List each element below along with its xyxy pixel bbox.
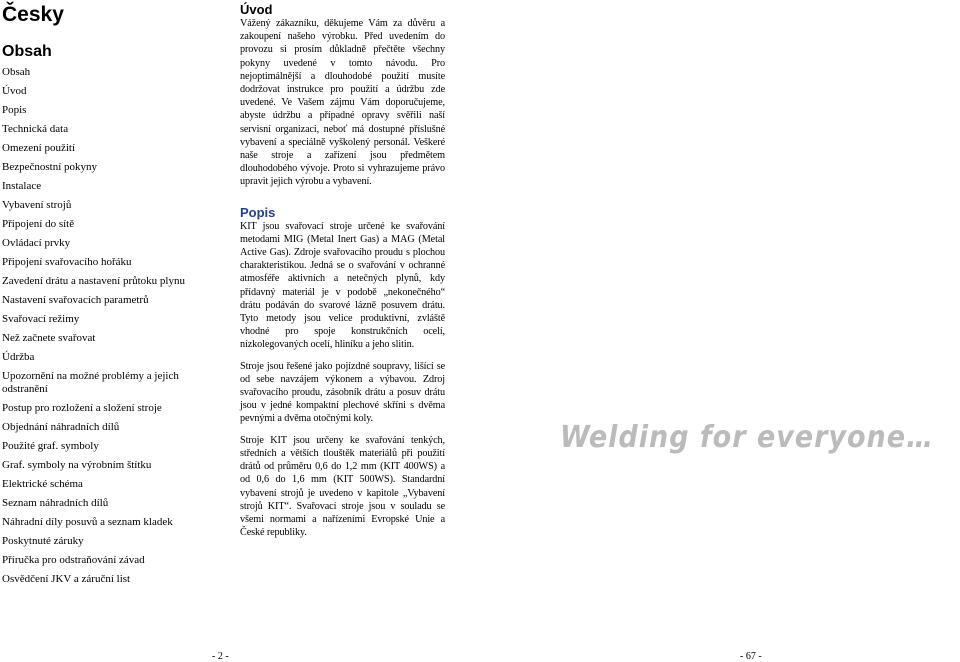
toc-item[interactable]: Seznam náhradních dílů	[2, 497, 109, 509]
middle-column	[240, 2, 445, 547]
toc-item[interactable]: Postup pro rozložení a složení stroje	[2, 402, 162, 414]
toc-item[interactable]: Graf. symboly na výrobním štítku	[2, 459, 152, 471]
page-number-right: - 67 -	[740, 651, 762, 662]
toc-item[interactable]: Připojení svařovacího hořáku	[2, 256, 132, 268]
page-number-left: - 2 -	[212, 651, 229, 662]
toc-item[interactable]: Poskytnuté záruky	[2, 535, 84, 547]
toc-item[interactable]: Objednání náhradních dílů	[2, 421, 120, 433]
toc-item[interactable]: Připojení do sítě	[2, 218, 75, 230]
toc-item[interactable]: Bezpečnostní pokyny	[2, 161, 98, 173]
toc-item[interactable]: Náhradní díly posuvů a seznam kladek	[2, 516, 173, 528]
toc-item[interactable]: Příručka pro odstraňování závad	[2, 554, 145, 566]
toc-item[interactable]: Zavedení drátu a nastavení průtoku plynu	[2, 275, 185, 287]
description-paragraph: Stroje jsou řešené jako pojízdné soupravy, lišící se od sebe navzájem výkonem a výbavou. Zdroj svařovacího proudu, zásobník drátu a posuv drátu jsou v jedné kompaktní plechové skříni s dvěma pevnými a dvěma otočnými koly.	[240, 360, 445, 425]
table-of-contents	[2, 66, 227, 586]
toc-item[interactable]: Vybavení strojů	[2, 199, 72, 211]
toc-item[interactable]: Omezení použití	[2, 142, 76, 154]
toc-item[interactable]: Upozornění na možné problémy a jejich odstranění	[2, 370, 179, 395]
toc-item[interactable]: Instalace	[2, 180, 42, 192]
left-column	[2, 2, 227, 592]
toc-item[interactable]: Osvědčení JKV a záruční list	[2, 573, 131, 585]
toc-item[interactable]: Než začnete svařovat	[2, 332, 96, 344]
toc-item[interactable]: Obsah	[2, 66, 31, 78]
intro-paragraph: Vážený zákazníku, děkujeme Vám za důvěru a zakoupení našeho výrobku. Před uvedením do provozu si prosím důkladně přečtěte všechny pokyny uvedené v tomto návodu. Pro nejoptimálnější a dlouhodobé použití musíte dodržovat instrukce pro použití a údržbu zde uvedené. Ve Vašem zájmu Vám doporučujeme, abyste údržbu a případné opravy svěřili naší servisní organizaci, neboť má dostupné příslušné vybavení a speciálně vyškolený personál. Veškeré naše stroje a zařízení jsou předmětem dlouhodobého vývoje. Proto si vyhrazujeme právo upravit jejich výrobu a vybavení.	[240, 18, 445, 188]
language-title: Česky	[2, 3, 64, 26]
toc-item[interactable]: Nastavení svařovacích parametrů	[2, 294, 149, 306]
toc-heading: Obsah	[2, 43, 52, 60]
description-heading: Popis	[240, 204, 276, 220]
toc-item[interactable]: Svařovací režimy	[2, 313, 80, 325]
toc-item[interactable]: Ovládací prvky	[2, 237, 71, 249]
toc-item[interactable]: Použité graf. symboly	[2, 440, 99, 452]
description-paragraph: KIT jsou svařovací stroje určené ke svařování metodami MIG (Metal Inert Gas) a MAG (Metal Active Gas). Zdroje svařovacího proudu s plochou charakteristikou. Jedná se o svařování v ochranné atmosféře aktivních a netečných plynů, kdy přídavný materiál je v podobě „nekonečného“ drátu podáván do svarové lázně posuvem drátu. Tyto metody jsou velice produktivní, zvláště vhodné pro spoje konstrukčních ocelí, nízkolegovaných ocelí, hliníku a jeho slitin.	[240, 220, 445, 351]
slogan-text: Welding for everyone…	[560, 420, 935, 455]
description-paragraph: Stroje KIT jsou určeny ke svařování tenkých, středních a větších tlouštěk materiálů při použití drátů od průměru 0,6 do 1,2 mm (KIT 400WS) a od 0,6 do 1,6 mm (KIT 500WS). Standardní vybavení strojů je uvedeno v kapitole „Vybavení strojů KIT“. Svařovací stroje jsou v souladu se všemi normami a nařízeními Evropské Unie a České republiky.	[240, 434, 445, 539]
toc-item[interactable]: Popis	[2, 104, 27, 116]
toc-item[interactable]: Technická data	[2, 123, 69, 135]
toc-item[interactable]: Elektrické schéma	[2, 478, 83, 490]
intro-heading: Úvod	[240, 2, 273, 17]
toc-item[interactable]: Úvod	[2, 85, 27, 97]
toc-item[interactable]: Údržba	[2, 351, 35, 363]
